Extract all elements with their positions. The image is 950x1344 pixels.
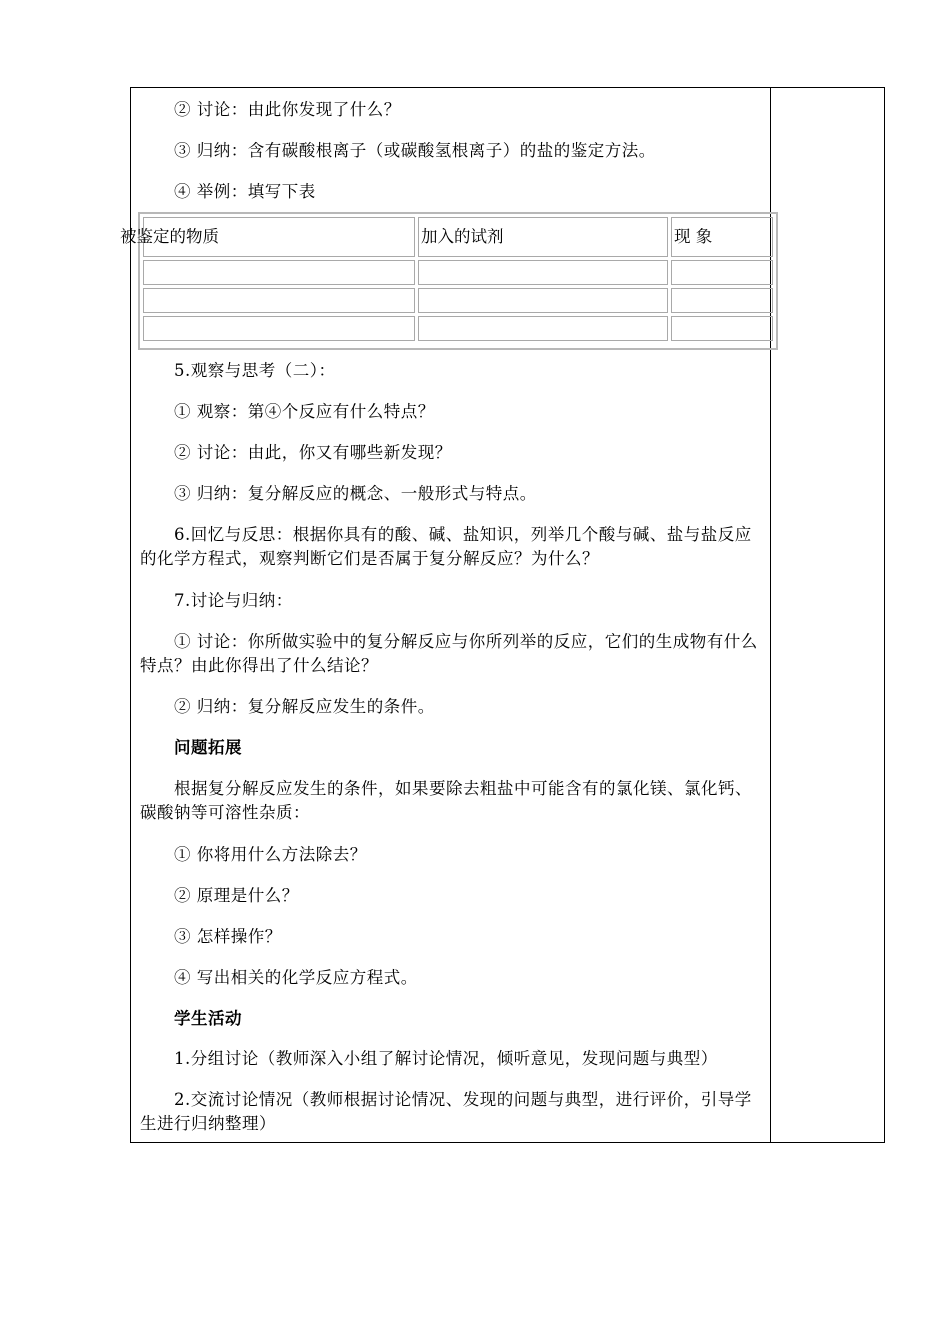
table-cell bbox=[418, 260, 668, 285]
line-method: ① 你将用什么方法除去？ bbox=[174, 845, 367, 864]
heading-problem-extension: 问题拓展 bbox=[174, 738, 242, 757]
line-discuss-2: ② 讨论：由此，你又有哪些新发现？ bbox=[174, 443, 452, 462]
line-extension-intro: 根据复分解反应发生的条件，如果要除去粗盐中可能含有的氯化镁、氯化钙、碳酸钠等可溶性杂质： bbox=[140, 779, 752, 822]
line-observe-2: 5.观察与思考（二）： bbox=[174, 361, 336, 380]
identification-table bbox=[120, 212, 778, 350]
table-header-reagent: 加入的试剂 bbox=[418, 217, 668, 257]
outer-table bbox=[120, 87, 885, 1143]
table-row bbox=[143, 260, 773, 285]
line-principle: ② 原理是什么？ bbox=[174, 886, 299, 905]
table-cell bbox=[671, 260, 773, 285]
heading-student-activity: 学生活动 bbox=[174, 1009, 242, 1028]
table-cell bbox=[671, 288, 773, 313]
table-cell bbox=[143, 316, 415, 341]
table-row bbox=[143, 288, 773, 313]
table-row bbox=[143, 316, 773, 341]
table-cell bbox=[143, 288, 415, 313]
line-summary-1: ③ 归纳：含有碳酸根离子（或碳酸氢根离子）的盐的鉴定方法。 bbox=[174, 141, 656, 160]
table-cell bbox=[418, 316, 668, 341]
table-cell bbox=[671, 316, 773, 341]
line-group-discussion: 1.分组讨论（教师深入小组了解讨论情况，倾听意见，发现问题与典型） bbox=[174, 1049, 718, 1068]
line-operation: ③ 怎样操作？ bbox=[174, 927, 282, 946]
line-equation: ④ 写出相关的化学反应方程式。 bbox=[174, 968, 418, 987]
line-summary-2: ③ 归纳：复分解反应的概念、一般形式与特点。 bbox=[174, 484, 537, 503]
table-cell bbox=[418, 288, 668, 313]
line-discuss-summarize: 7.讨论与归纳： bbox=[174, 591, 293, 610]
line-exchange-discussion: 2.交流讨论情况（教师根据讨论情况、发现的问题与典型，进行评价，引导学生进行归纳整理） bbox=[140, 1090, 752, 1133]
line-summary-3: ② 归纳：复分解反应发生的条件。 bbox=[174, 697, 435, 716]
line-example: ④ 举例：填写下表 bbox=[174, 182, 316, 201]
table-cell bbox=[143, 260, 415, 285]
line-discuss-3: ① 讨论：你所做实验中的复分解反应与你所列举的反应，它们的生成物有什么特点？由此你得出了什么结论？ bbox=[140, 632, 758, 675]
table-header-substance: 被鉴定的物质 bbox=[143, 217, 415, 257]
line-discuss-1: ② 讨论：由此你发现了什么？ bbox=[174, 100, 401, 119]
table-header-phenomenon: 现 象 bbox=[671, 217, 773, 257]
line-recall: 6.回忆与反思：根据你具有的酸、碱、盐知识，列举几个酸与碱、盐与盐反应的化学方程式，观察判断它们是否属于复分解反应？为什么？ bbox=[140, 525, 752, 568]
line-observe-q: ① 观察：第④个反应有什么特点？ bbox=[174, 402, 435, 421]
